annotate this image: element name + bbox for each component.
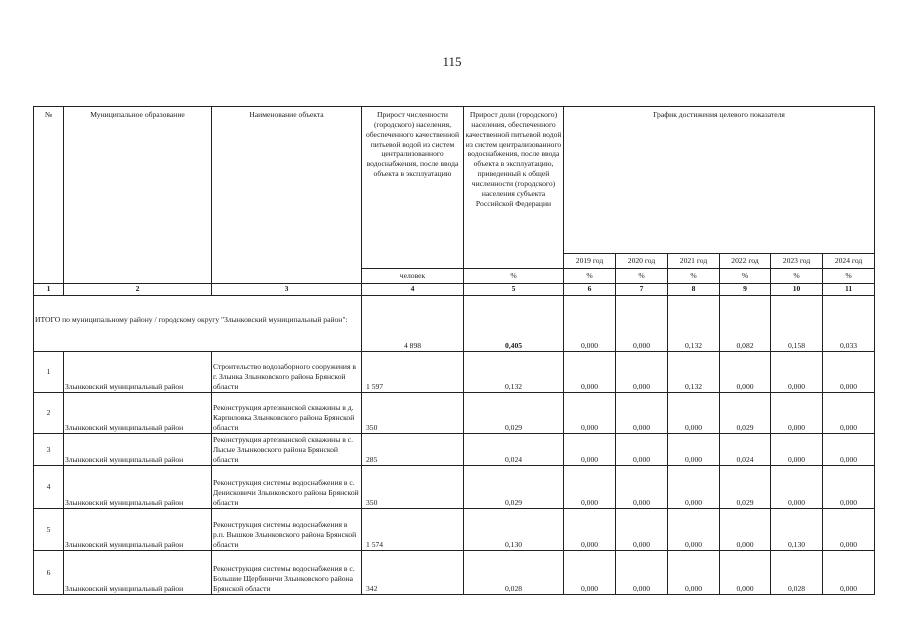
column-number: 1: [34, 284, 64, 296]
row-year-value: 0,000: [668, 509, 720, 551]
row-number: 5: [34, 509, 64, 551]
total-year-value: 0,033: [823, 296, 875, 352]
row-share: 0,130: [464, 509, 564, 551]
row-object: Реконструкция системы водоснабжения в р.п. Вышков Злынковского района Брянской области: [212, 509, 362, 551]
total-year-value: 0,000: [564, 296, 616, 352]
row-year-value: 0,000: [564, 352, 616, 393]
header-pop-growth: Прирост численности (городского) населения, обеспеченного качественной питьевой водой из систем централизованного водоснабжения, после ввода объекта в эксплуатацию: [362, 107, 464, 269]
total-row: [34, 296, 875, 352]
row-year-value: 0,132: [668, 352, 720, 393]
total-label: ИТОГО по муниципальному району / городскому округу "Злынковский муниципальный район":: [34, 296, 362, 352]
row-year-value: 0,029: [720, 393, 771, 434]
column-number: 8: [668, 284, 720, 296]
row-year-value: 0,000: [616, 509, 668, 551]
row-year-value: 0,000: [564, 466, 616, 509]
unit-percent: %: [771, 269, 823, 284]
row-municipality: Злынковский муниципальный район: [64, 434, 212, 466]
total-people: 4 898: [362, 296, 464, 352]
row-year-value: 0,000: [823, 509, 875, 551]
header-year: 2020 год: [616, 254, 668, 269]
unit-people: человек: [362, 269, 464, 284]
row-year-value: 0,000: [564, 509, 616, 551]
unit-percent: %: [564, 269, 616, 284]
unit-percent: %: [668, 269, 720, 284]
table-row: [34, 352, 875, 393]
row-year-value: 0,000: [771, 393, 823, 434]
total-year-value: 0,000: [616, 296, 668, 352]
total-share: 0,405: [464, 296, 564, 352]
column-number: 11: [823, 284, 875, 296]
column-number: 3: [212, 284, 362, 296]
row-year-value: 0,000: [668, 551, 720, 595]
row-year-value: 0,000: [823, 393, 875, 434]
row-year-value: 0,000: [771, 434, 823, 466]
row-people: 350: [362, 466, 464, 509]
table-row: [34, 466, 875, 509]
header-no: №: [34, 107, 64, 284]
row-year-value: 0,000: [823, 434, 875, 466]
row-people: 1 574: [362, 509, 464, 551]
unit-percent: %: [616, 269, 668, 284]
row-year-value: 0,000: [771, 466, 823, 509]
row-year-value: 0,000: [720, 551, 771, 595]
row-number: 1: [34, 352, 64, 393]
row-municipality: Злынковский муниципальный район: [64, 352, 212, 393]
row-year-value: 0,024: [720, 434, 771, 466]
row-number: 6: [34, 551, 64, 595]
row-year-value: 0,000: [720, 509, 771, 551]
row-number: 3: [34, 434, 64, 466]
header-object: Наименование объекта: [212, 107, 362, 284]
row-share: 0,132: [464, 352, 564, 393]
row-year-value: 0,000: [668, 434, 720, 466]
row-year-value: 0,000: [616, 352, 668, 393]
row-year-value: 0,000: [564, 434, 616, 466]
table-row: [34, 551, 875, 595]
row-municipality: Злынковский муниципальный район: [64, 393, 212, 434]
row-share: 0,028: [464, 551, 564, 595]
header-year: 2021 год: [668, 254, 720, 269]
table-row: [34, 393, 875, 434]
header-schedule: График достижения целевого показателя: [564, 107, 875, 254]
page-number: 115: [442, 54, 462, 69]
column-number: 9: [720, 284, 771, 296]
row-share: 0,029: [464, 393, 564, 434]
column-number: 7: [616, 284, 668, 296]
row-number: 2: [34, 393, 64, 434]
row-object: Реконструкция системы водоснабжения в с. Денисковичи Злынковского района Брянской области: [212, 466, 362, 509]
header-year: 2023 год: [771, 254, 823, 269]
table-row: [34, 434, 875, 466]
row-people: 350: [362, 393, 464, 434]
row-people: 285: [362, 434, 464, 466]
row-people: 342: [362, 551, 464, 595]
column-number: 6: [564, 284, 616, 296]
row-year-value: 0,000: [616, 434, 668, 466]
row-share: 0,024: [464, 434, 564, 466]
row-year-value: 0,000: [823, 466, 875, 509]
row-year-value: 0,000: [616, 393, 668, 434]
row-municipality: Злынковский муниципальный район: [64, 466, 212, 509]
header-year: 2024 год: [823, 254, 875, 269]
row-number: 4: [34, 466, 64, 509]
header-year: 2019 год: [564, 254, 616, 269]
unit-percent: %: [823, 269, 875, 284]
row-object: Строительство водозаборного сооружения в г. Злынка Злынковского района Брянской области: [212, 352, 362, 393]
target-indicator-table: [33, 106, 875, 595]
row-year-value: 0,000: [823, 551, 875, 595]
column-number: 4: [362, 284, 464, 296]
row-object: Реконструкция артезианской скважины в д. Карпиловка Злынковского района Брянской области: [212, 393, 362, 434]
row-year-value: 0,000: [564, 551, 616, 595]
header-share-growth: Прирост доли (городского) населения, обеспеченного качественной питьевой водой из систем централизованного водоснабжения, после ввода объекта в эксплуатацию, приведенный к общей численности (городского) населения субъекта Российской Федерации: [464, 107, 564, 269]
header-year: 2022 год: [720, 254, 771, 269]
row-year-value: 0,000: [823, 352, 875, 393]
row-municipality: Злынковский муниципальный район: [64, 551, 212, 595]
row-year-value: 0,000: [668, 466, 720, 509]
header-row: [34, 107, 875, 254]
total-year-value: 0,158: [771, 296, 823, 352]
row-year-value: 0,000: [771, 352, 823, 393]
row-year-value: 0,000: [616, 466, 668, 509]
unit-percent: %: [464, 269, 564, 284]
column-number: 2: [64, 284, 212, 296]
column-numbers-row: [34, 284, 875, 296]
row-year-value: 0,028: [771, 551, 823, 595]
row-year-value: 0,029: [720, 466, 771, 509]
row-object: Реконструкция артезианской скважины в с. Лысые Злынковского района Брянской области: [212, 434, 362, 466]
row-year-value: 0,130: [771, 509, 823, 551]
total-year-value: 0,082: [720, 296, 771, 352]
row-year-value: 0,000: [720, 352, 771, 393]
row-object: Реконструкция системы водоснабжения в с. Большие Щербиничи Злынковского района Брянской области: [212, 551, 362, 595]
row-share: 0,029: [464, 466, 564, 509]
column-number: 10: [771, 284, 823, 296]
column-number: 5: [464, 284, 564, 296]
total-year-value: 0,132: [668, 296, 720, 352]
row-year-value: 0,000: [616, 551, 668, 595]
header-municipality: Муниципальное образование: [64, 107, 212, 284]
row-municipality: Злынковский муниципальный район: [64, 509, 212, 551]
row-year-value: 0,000: [564, 393, 616, 434]
row-year-value: 0,000: [668, 393, 720, 434]
unit-percent: %: [720, 269, 771, 284]
row-people: 1 597: [362, 352, 464, 393]
table-row: [34, 509, 875, 551]
